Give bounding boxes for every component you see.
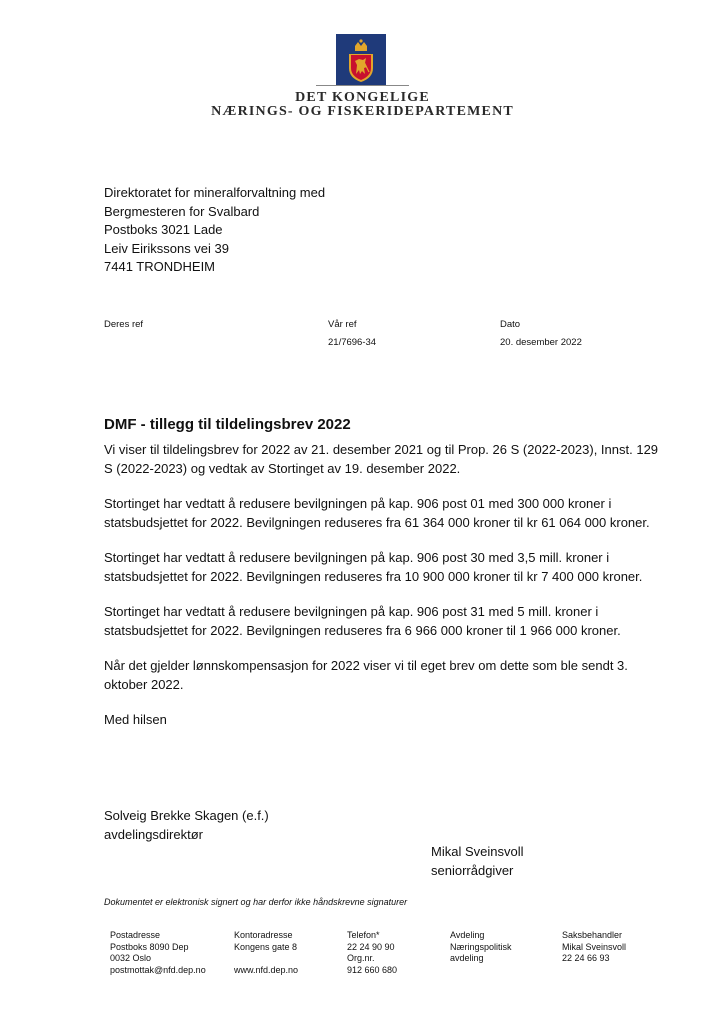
body-paragraph: Stortinget har vedtatt å redusere bevilgningen på kap. 906 post 01 med 300 000 kroner i statsbudsjettet for 2022. Bevilgningen reduseres fra 61 364 000 kroner til kr 61 064 000 kroner. bbox=[104, 496, 650, 530]
signer-second-name: Mikal Sveinsvoll bbox=[431, 844, 524, 859]
footer-line: 22 24 66 93 bbox=[562, 953, 610, 963]
body-paragraph: Stortinget har vedtatt å redusere bevilgningen på kap. 906 post 30 med 3,5 mill. kroner i statsbudsjettet for 2022. Bevilgningen reduseres fra 10 900 000 kroner til kr 7 400 000 kroner. bbox=[104, 550, 643, 584]
footer-line: Næringspolitisk bbox=[450, 941, 512, 952]
footer-line: 0032 Oslo bbox=[110, 953, 152, 963]
footer-heading: Telefon* bbox=[347, 930, 380, 940]
footer-heading: Avdeling bbox=[450, 930, 485, 940]
footer-line: Kongens gate 8 bbox=[234, 941, 298, 952]
signer-first-title: avdelingsdirektør bbox=[104, 826, 203, 842]
footer-line: 912 660 680 bbox=[347, 964, 398, 975]
body-paragraph: Når det gjelder lønnskompensasjon for 2022 viser vi til eget brev om dette som ble sendt 3. oktober 2022. bbox=[104, 658, 628, 692]
deres-ref-label: Deres ref bbox=[104, 319, 144, 330]
footer-email: postmottak@nfd.dep.no bbox=[110, 964, 206, 975]
letterhead-line1: DET KONGELIGE bbox=[295, 90, 430, 105]
footer-line: Org.nr. bbox=[347, 953, 375, 963]
letter-body bbox=[104, 441, 664, 747]
esign-note: Dokumentet er elektronisk signert og har derfor ikke håndskrevne signaturer bbox=[104, 897, 408, 907]
footer-kontoradresse bbox=[234, 930, 298, 976]
coat-of-arms-logo bbox=[336, 34, 386, 86]
footer-avdeling bbox=[450, 930, 512, 965]
var-ref-label: Vår ref bbox=[328, 319, 357, 330]
footer-heading: Postadresse bbox=[110, 930, 161, 940]
dato-label: Dato bbox=[500, 319, 521, 330]
footer-line: avdeling bbox=[450, 953, 484, 963]
footer-heading: Kontoradresse bbox=[234, 930, 293, 940]
recipient-line: Leiv Eirikssons vei 39 bbox=[104, 240, 229, 256]
footer-line: Postboks 8090 Dep bbox=[110, 941, 189, 952]
letterhead-line2: NÆRINGS- OG FISKERIDEPARTEMENT bbox=[211, 104, 514, 119]
recipient-line: Bergmesteren for Svalbard bbox=[104, 203, 260, 219]
signer-second bbox=[431, 843, 523, 880]
signer-first-name: Solveig Brekke Skagen (e.f.) bbox=[104, 808, 269, 823]
footer-saksbehandler bbox=[562, 930, 626, 965]
recipient-line: Postboks 3021 Lade bbox=[104, 222, 223, 237]
recipient-line: 7441 TRONDHEIM bbox=[104, 259, 216, 274]
footer-heading: Saksbehandler bbox=[562, 930, 623, 940]
recipient-address bbox=[104, 184, 325, 277]
signer-second-title: seniorrådgiver bbox=[431, 862, 514, 878]
footer-line: 22 24 90 90 bbox=[347, 941, 395, 952]
letterhead-rule bbox=[316, 85, 409, 86]
footer-line bbox=[234, 953, 298, 965]
footer-website: www.nfd.dep.no bbox=[234, 964, 299, 975]
var-ref-value: 21/7696-34 bbox=[328, 337, 377, 348]
body-paragraph: Vi viser til tildelingsbrev for 2022 av 21. desember 2021 og til Prop. 26 S (2022-2023), Innst. 129 S (2022-2023) og vedtak av Stortinget av 19. desember 2022. bbox=[104, 442, 659, 476]
closing: Med hilsen bbox=[104, 712, 167, 727]
signer-first bbox=[104, 807, 269, 844]
recipient-line: Direktoratet for mineralforvaltning med bbox=[104, 185, 326, 200]
footer-line: Mikal Sveinsvoll bbox=[562, 941, 627, 952]
footer-postadresse bbox=[110, 930, 206, 976]
body-paragraph: Stortinget har vedtatt å redusere bevilgningen på kap. 906 post 31 med 5 mill. kroner i statsbudsjettet for 2022. Bevilgningen reduseres fra 6 966 000 kroner til 1 966 000 kroner. bbox=[104, 604, 621, 638]
letter-title: DMF - tillegg til tildelingsbrev 2022 bbox=[104, 416, 351, 433]
footer-telefon bbox=[347, 930, 397, 976]
dato-value: 20. desember 2022 bbox=[500, 337, 582, 348]
